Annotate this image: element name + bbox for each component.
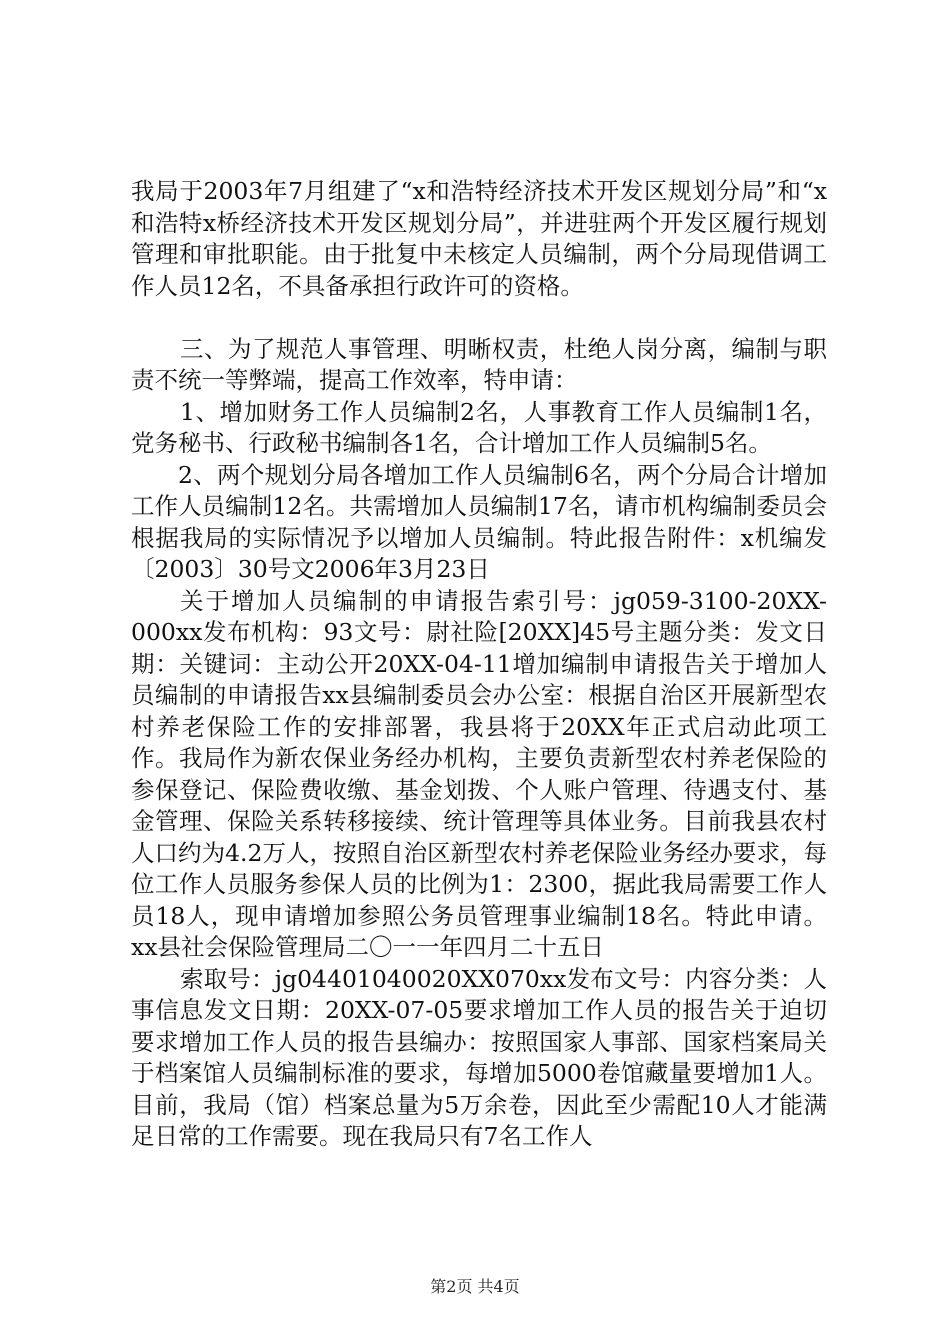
paragraph-archive-report: 索取号：jg04401040020XX070xx发布文号：内容分类：人事信息发文日期：20XX-07-05要求增加工作人员的报告关于迫切要求增加工作人员的报告县编办：按照国家人事部、国家档案局关于档案馆人员编制标准的要求，每增加5000卷馆藏量要增加1人。目前，我局（馆）档案总量为5万余卷，因此至少需配10人才能满足日常的工作需要。现在我局只有7名工作人 — [131, 964, 827, 1150]
paragraph-gap — [131, 302, 827, 334]
body-text — [131, 176, 827, 1153]
paragraph-application-report: 关于增加人员编制的申请报告索引号：jg059-3100-20XX-000xx发布机构：93文号：尉社险[20XX]45号主题分类：发文日期：关键词：主动公开20XX-04-11增加编制申请报告关于增加人员编制的申请报告xx县编制委员会办公室：根据自治区开展新型农村养老保险工作的安排部署，我县将于20XX年正式启动此项工作。我局作为新农保业务经办机构，主要负责新型农村养老保险的参保登记、保险费收缴、基金划拨、个人账户管理、待遇支付、基金管理、保险关系转移接续、统计管理等具体业务。目前我县农村人口约为4.2万人，按照自治区新型农村养老保险业务经办要求，每位工作人员服务参保人员的比例为1：2300，据此我局需要工作人员18人，现申请增加参照公务员管理事业编制18名。特此申请。xx县社会保险管理局二〇一一年四月二十五日 — [131, 586, 827, 961]
paragraph-item-one: 1、增加财务工作人员编制2名，人事教育工作人员编制1名，党务秘书、行政秘书编制各1名，合计增加工作人员编制5名。 — [131, 397, 827, 457]
paragraph-item-two: 2、两个规划分局各增加工作人员编制6名，两个分局合计增加工作人员编制12名。共需增加人员编制17名，请市机构编制委员会根据我局的实际情况予以增加人员编制。特此报告附件：x机编发〔2003〕30号文2006年3月23日 — [131, 460, 827, 583]
paragraph-intro: 我局于2003年7月组建了“x和浩特经济技术开发区规划分局”和“x和浩特x桥经济技术开发区规划分局”，并进驻两个开发区履行规划管理和审批职能。由于批复中未核定人员编制，两个分局现借调工作人员12名，不具备承担行政许可的资格。 — [131, 177, 827, 300]
paragraph-section-three: 三、为了规范人事管理、明晰权责，杜绝人岗分离，编制与职责不统一等弊端，提高工作效率，特申请： — [131, 334, 827, 394]
page-footer: 第2页 共4页 — [430, 1277, 520, 1296]
